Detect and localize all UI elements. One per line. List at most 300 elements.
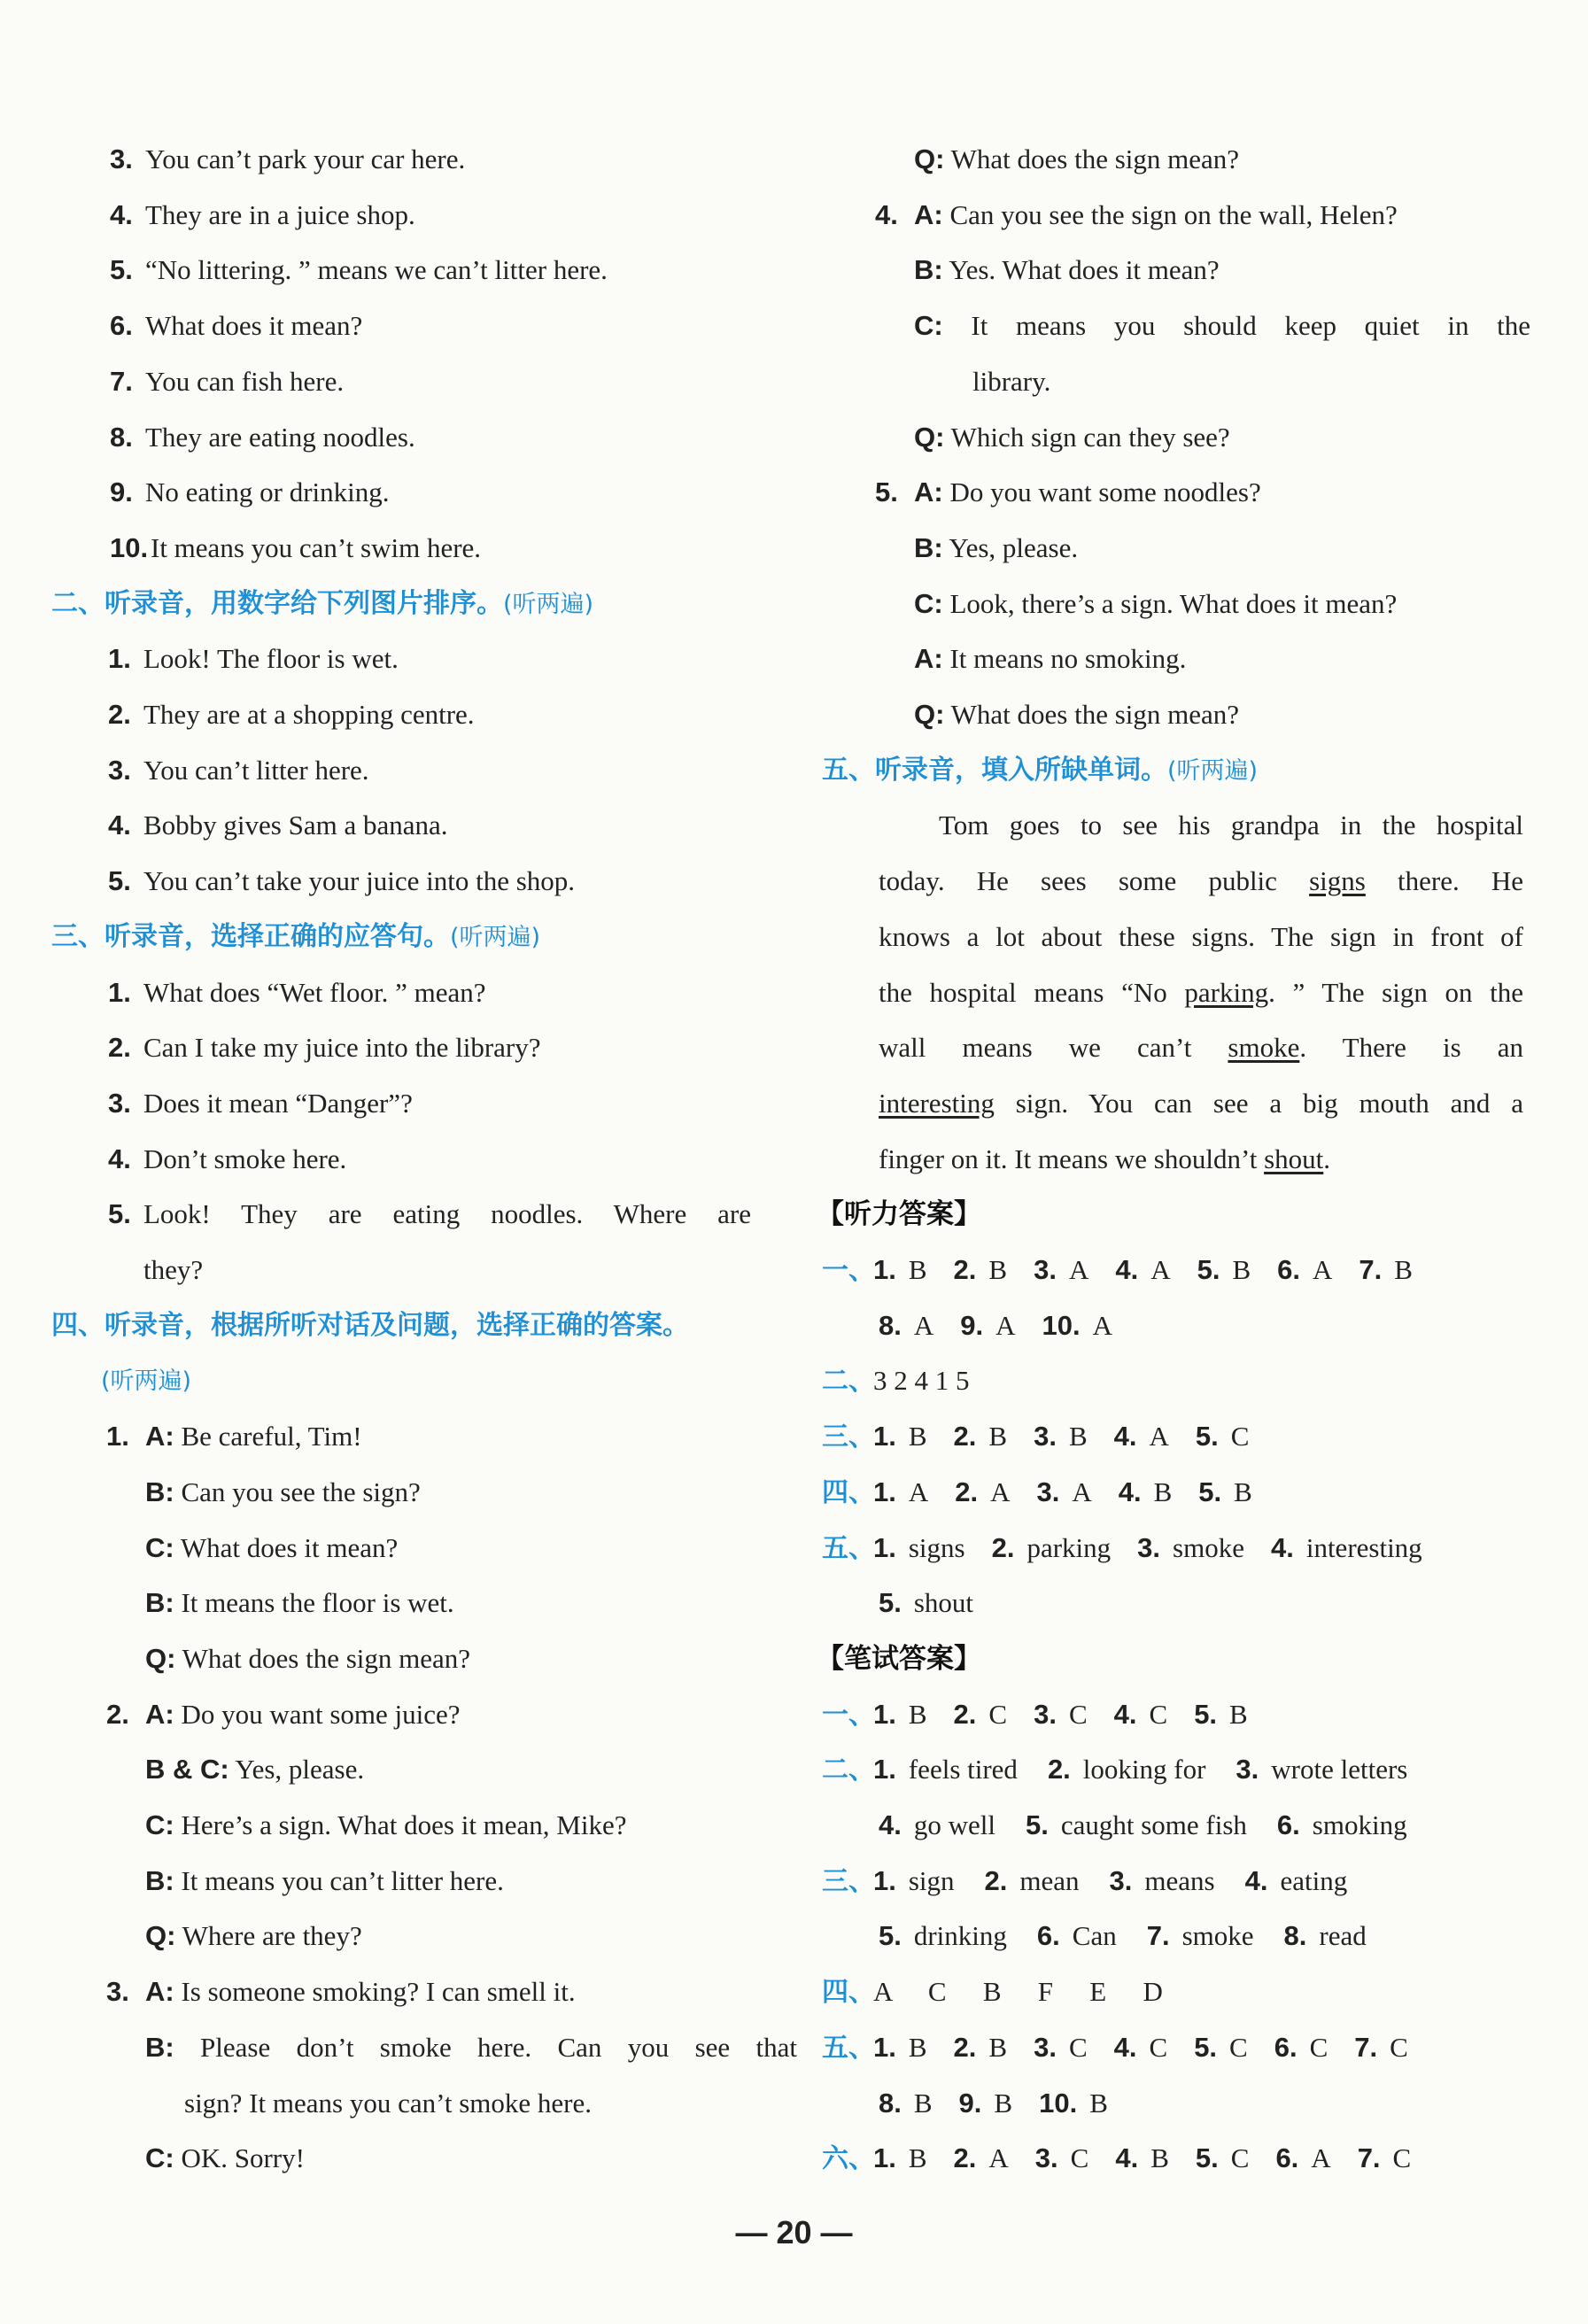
answer-value: B: [908, 1254, 927, 1285]
answer-section-label: 六、: [822, 2143, 875, 2175]
answer-number: 1.: [873, 1476, 896, 1507]
dialog-line: [145, 2030, 797, 2065]
speaker-label: B:: [145, 2031, 174, 2063]
answer-value: A: [990, 1476, 1011, 1507]
answer-row: [822, 1974, 1163, 2010]
answer-value: B: [1153, 1476, 1173, 1507]
answer-number: 2.: [955, 1476, 979, 1507]
answer-number: 1.: [873, 2142, 896, 2174]
speaker-label: A:: [145, 1421, 174, 1452]
dialog-number: 3.: [106, 1976, 129, 2008]
answer-value: C: [1070, 2142, 1089, 2174]
answer-number: 5.: [1025, 1809, 1049, 1840]
answer-row: [822, 1863, 1377, 1900]
numbered-line: [110, 142, 465, 177]
answer-value: C: [1229, 2031, 1248, 2063]
answer-row: [822, 1252, 1439, 1289]
numbered-line: [108, 1086, 413, 1121]
dialog-line: [145, 1808, 627, 1843]
section-title: 二、听录音，用数字给下列图片排序。: [51, 587, 503, 619]
answer-number: 7.: [1357, 2142, 1381, 2174]
answer-number: 3.: [1034, 1254, 1057, 1285]
passage-line: [879, 975, 1523, 1011]
item-text: They are eating noodles.: [145, 421, 415, 453]
answer-section-label: 五、: [822, 2032, 875, 2064]
dialog-line: [914, 252, 1220, 288]
item-text: Look! The floor is wet.: [143, 643, 399, 675]
filled-blank: smoke: [1228, 1032, 1300, 1064]
answer-row: [879, 1808, 1437, 1843]
item-text: “No littering. ” means we can’t litter here.: [145, 254, 608, 286]
section-note: (听两遍): [450, 923, 541, 951]
section-note: (听两遍): [503, 590, 594, 618]
answer-value: B: [1150, 2142, 1169, 2174]
answer-row: [822, 1419, 1275, 1455]
listening-answers-heading: 【听力答案】: [817, 1198, 981, 1231]
section-note: [101, 1363, 191, 1399]
answer-value: A C B F E D: [873, 1976, 1163, 2008]
speaker-label: Q:: [145, 1920, 176, 1952]
answer-number: 2.: [953, 2031, 977, 2063]
dialog-line: [106, 1419, 362, 1454]
dialog-line: [145, 1585, 454, 1621]
answer-number: 5.: [1194, 2031, 1218, 2063]
answer-value: B: [908, 2031, 927, 2063]
speaker-label: B:: [914, 531, 943, 563]
section-heading: [51, 586, 593, 623]
answer-number: 10.: [1042, 1309, 1081, 1341]
filled-blank: shout: [1264, 1143, 1324, 1174]
answer-number: 3.: [1236, 1754, 1259, 1786]
item-text: Don’t smoke here.: [143, 1143, 347, 1174]
answer-value: A: [908, 1476, 929, 1507]
dialog-line: [145, 1752, 364, 1787]
numbered-line: [108, 641, 399, 677]
item-number: 3.: [108, 1087, 131, 1119]
answer-value: B: [1394, 1254, 1413, 1285]
answer-value: A: [988, 2142, 1009, 2174]
speaker-label: A:: [914, 198, 943, 230]
speaker-label: B:: [145, 1587, 174, 1619]
item-number: 3.: [110, 143, 133, 174]
dialog-text: Yes, please.: [229, 1754, 365, 1786]
item-text: You can fish here.: [145, 365, 345, 397]
section-note: (听两遍): [1167, 756, 1259, 785]
speaker-label: Q:: [145, 1642, 176, 1674]
filled-blank: signs: [1309, 865, 1366, 897]
answer-value: C: [1230, 1421, 1250, 1452]
item-number: 4.: [108, 810, 131, 841]
dialog-text: Here’s a sign. What does it mean, Mike?: [174, 1809, 627, 1840]
numbered-line: [108, 697, 475, 732]
section-heading: [51, 1308, 689, 1344]
answer-number: 4.: [1113, 1421, 1137, 1452]
dialog-line: [914, 697, 1239, 732]
answer-value: A: [1072, 1476, 1092, 1507]
answer-value: A: [1313, 1254, 1333, 1285]
answer-row: [822, 2030, 1435, 2066]
item-text: It means you can’t swim here.: [151, 531, 482, 563]
numbered-line: [108, 808, 448, 843]
item-number: 3.: [108, 754, 131, 786]
answer-row: [822, 1475, 1279, 1511]
answer-number: 1.: [873, 1864, 896, 1896]
dialog-line: [875, 475, 1261, 510]
section-title: 四、听录音，根据所听对话及问题，选择正确的答案。: [51, 1309, 689, 1341]
answer-section-label: 三、: [822, 1865, 875, 1897]
answer-value: B: [988, 1421, 1008, 1452]
dialog-text: Be careful, Tim!: [174, 1421, 362, 1452]
answer-value: C: [988, 1698, 1008, 1730]
answer-value: smoke: [1181, 1920, 1254, 1952]
item-number: 9.: [110, 476, 133, 508]
item-text: Look! They are eating noodles. Where are: [143, 1198, 751, 1230]
item-number: 5.: [110, 254, 133, 286]
item-number: 5.: [108, 865, 131, 897]
answer-value: caught some fish: [1060, 1809, 1247, 1840]
answer-value: B: [1232, 1254, 1251, 1285]
dialog-text: Do you want some noodles?: [942, 476, 1261, 508]
item-number: 7.: [110, 365, 133, 397]
answer-number: 6.: [1276, 1809, 1300, 1840]
dialog-text: Can you see the sign on the wall, Helen?: [942, 198, 1398, 230]
answer-value: interesting: [1305, 1531, 1422, 1563]
answer-value: sign: [908, 1864, 955, 1896]
answer-value: B: [1229, 1698, 1248, 1730]
numbered-line: [110, 531, 481, 566]
answer-value: B: [994, 2087, 1013, 2119]
speaker-label: B:: [914, 254, 943, 286]
answer-number: 3.: [1034, 1698, 1057, 1730]
section-heading: [822, 753, 1258, 789]
speaker-label: C:: [145, 1809, 174, 1840]
passage-line: [879, 919, 1523, 955]
answer-number: 5.: [879, 1920, 902, 1952]
answer-value: C: [1068, 1698, 1088, 1730]
answer-number: 1.: [873, 2031, 896, 2063]
answer-number: 6.: [1036, 1920, 1060, 1952]
answer-number: 5.: [1197, 1254, 1220, 1285]
answer-number: 1.: [873, 1254, 896, 1285]
answer-row: [879, 1308, 1139, 1344]
answer-section-label: 五、: [822, 1532, 875, 1564]
dialog-text: Is someone smoking? I can smell it.: [174, 1976, 576, 2008]
item-text-continued: they?: [143, 1254, 204, 1285]
answer-row: [822, 1697, 1274, 1733]
item-number: 4.: [110, 198, 133, 230]
passage-text: today. He sees some public: [879, 865, 1310, 897]
speaker-label: A:: [914, 643, 943, 675]
item-number: 5.: [108, 1198, 131, 1230]
numbered-line: [108, 975, 486, 1011]
answer-value: A: [1092, 1309, 1112, 1341]
answer-number: 6.: [1274, 2031, 1298, 2063]
dialog-line: [145, 1530, 398, 1566]
speaker-label: Q:: [914, 421, 945, 453]
answer-number: 3.: [1034, 2031, 1057, 2063]
answer-value: parking: [1026, 1531, 1112, 1563]
answer-value: C: [1392, 2142, 1412, 2174]
answer-value: A: [913, 1309, 934, 1341]
answer-number: 3.: [1036, 1476, 1060, 1507]
dialog-text: It means no smoking.: [942, 643, 1187, 675]
answer-value: mean: [1019, 1864, 1080, 1896]
answer-section-label: 二、: [822, 1755, 875, 1786]
answer-value: 3 2 4 1 5: [873, 1365, 970, 1397]
answer-number: 4.: [1113, 2031, 1137, 2063]
item-number: 4.: [108, 1143, 131, 1174]
answer-number: 4.: [1115, 2142, 1139, 2174]
answer-number: 2.: [984, 1864, 1008, 1896]
dialog-number: 2.: [106, 1698, 129, 1730]
answer-number: 2.: [953, 2142, 977, 2174]
passage-text: finger on it. It means we shouldn’t: [879, 1143, 1265, 1174]
passage-line: [879, 1030, 1523, 1065]
dialog-line: [914, 308, 1530, 344]
item-text: You can’t litter here.: [143, 754, 369, 786]
passage-text: knows a lot about these signs. The sign in front of: [879, 920, 1523, 952]
answer-number: 1.: [873, 1531, 896, 1563]
dialog-text: Please don’t smoke here. Can you see that: [174, 2031, 797, 2063]
answer-value: B: [988, 1254, 1008, 1285]
answer-value: means: [1144, 1864, 1215, 1896]
dialog-number: 1.: [106, 1421, 129, 1452]
answer-number: 4.: [1113, 1698, 1137, 1730]
dialog-text: OK. Sorry!: [174, 2142, 305, 2174]
dialog-text: Yes. What does it mean?: [942, 254, 1220, 286]
answer-row: [822, 1530, 1449, 1567]
answer-number: 5.: [1195, 2142, 1219, 2174]
answer-value: Can: [1072, 1920, 1117, 1952]
dialog-line: [106, 1697, 461, 1732]
passage-text: Tom goes to see his grandpa in the hospital: [939, 810, 1523, 841]
passage-text: there. He: [1365, 865, 1523, 897]
answer-number: 7.: [1359, 1254, 1383, 1285]
speaker-label: Q:: [914, 143, 945, 174]
item-number: 2.: [108, 1032, 131, 1064]
numbered-line: [108, 1197, 751, 1232]
answer-value: A: [1311, 2142, 1331, 2174]
answer-value: C: [1390, 2031, 1408, 2063]
dialog-line: [145, 1918, 362, 1954]
dialog-line: [145, 2141, 305, 2176]
answer-value: A: [1149, 1421, 1169, 1452]
item-number: 6.: [110, 310, 133, 342]
answer-number: 6.: [1277, 1254, 1300, 1285]
dialog-text: What does it mean?: [174, 1531, 399, 1563]
item-number: 8.: [110, 421, 133, 453]
answer-number: 2.: [953, 1254, 977, 1285]
dialog-number: 5.: [875, 476, 898, 508]
answer-number: 2.: [953, 1698, 977, 1730]
item-text: Can I take my juice into the library?: [143, 1032, 541, 1064]
answer-value: B: [913, 2087, 933, 2119]
answer-value: B: [908, 1421, 927, 1452]
answer-section-label: 四、: [822, 1476, 875, 1508]
answer-value: signs: [908, 1531, 965, 1563]
section-title: 五、听录音，填入所缺单词。: [822, 754, 1167, 786]
passage-text: the hospital means “No: [879, 976, 1185, 1008]
answer-value: feels tired: [908, 1754, 1018, 1786]
speaker-label: B:: [145, 1864, 174, 1896]
speaker-label: Q:: [914, 699, 945, 730]
item-text: Does it mean “Danger”?: [143, 1087, 413, 1119]
dialog-line: [914, 420, 1230, 455]
numbered-line: [108, 1142, 346, 1177]
dialog-line: [145, 1641, 470, 1677]
passage-text: sign. You can see a big mouth and a: [994, 1087, 1523, 1119]
numbered-line: [110, 364, 344, 399]
answer-number: 4.: [879, 1809, 902, 1840]
answer-number: 2.: [1047, 1754, 1071, 1786]
numbered-line: [108, 753, 369, 788]
dialog-text-continued: sign? It means you can’t smoke here.: [184, 2087, 592, 2119]
speaker-label: A:: [914, 476, 943, 508]
answer-number: 1.: [873, 1754, 896, 1786]
item-text: You can’t park your car here.: [145, 143, 466, 174]
answer-row: [879, 1918, 1397, 1954]
speaker-label: B & C:: [145, 1754, 229, 1786]
item-text: No eating or drinking.: [145, 476, 390, 508]
answer-row: [822, 2141, 1437, 2177]
item-text: You can’t take your juice into the shop.: [143, 865, 576, 897]
answer-number: 9.: [960, 1309, 984, 1341]
answer-value: looking for: [1082, 1754, 1206, 1786]
answer-number: 5.: [1194, 1698, 1218, 1730]
answer-number: 4.: [1270, 1531, 1294, 1563]
answer-value: eating: [1280, 1864, 1348, 1896]
answer-section-label: 二、: [822, 1366, 875, 1398]
numbered-line: [110, 420, 415, 455]
speaker-label: C:: [145, 1531, 174, 1563]
answer-value: B: [988, 2031, 1008, 2063]
passage-line: [879, 1142, 1330, 1177]
answer-number: 5.: [1195, 1421, 1219, 1452]
item-number: 2.: [108, 699, 131, 730]
answer-number: 4.: [1244, 1864, 1268, 1896]
dialog-text: It means you can’t litter here.: [174, 1864, 504, 1896]
item-number: 10.: [110, 531, 149, 563]
answer-number: 5.: [1198, 1476, 1222, 1507]
answer-value: B: [1068, 1421, 1088, 1452]
dialog-line: [914, 641, 1186, 677]
answer-row: [879, 1585, 1000, 1621]
dialog-text: Which sign can they see?: [944, 421, 1230, 453]
item-text: They are in a juice shop.: [145, 198, 415, 230]
answer-value: B: [1234, 1476, 1252, 1507]
answer-section-label: 三、: [822, 1422, 875, 1453]
filled-blank: parking: [1184, 976, 1269, 1008]
answer-value: C: [1068, 2031, 1088, 2063]
answer-value: read: [1319, 1920, 1367, 1952]
answer-value: A: [995, 1309, 1016, 1341]
answer-value: B: [908, 2142, 927, 2174]
section-heading: [51, 919, 540, 956]
speaker-label: A:: [145, 1698, 174, 1730]
passage-line: [879, 1086, 1523, 1121]
item-text: They are at a shopping centre.: [143, 699, 475, 730]
answer-number: 3.: [1137, 1531, 1161, 1563]
speaker-label: A:: [145, 1976, 174, 2008]
dialog-text: What does the sign mean?: [944, 699, 1240, 730]
numbered-line: [110, 475, 390, 510]
dialog-text: Where are they?: [175, 1920, 362, 1952]
dialog-line: [106, 1974, 576, 2010]
written-answers-heading: 【笔试答案】: [817, 1642, 981, 1675]
item-text: What does it mean?: [145, 310, 363, 342]
dialog-text: It means you should keep quiet in the: [942, 310, 1530, 342]
answer-number: 2.: [953, 1421, 977, 1452]
answer-number: 1.: [873, 1421, 896, 1452]
filled-blank: interesting: [879, 1087, 995, 1119]
passage-text: .: [1323, 1143, 1331, 1174]
answer-value: drinking: [913, 1920, 1007, 1952]
answer-value: C: [1230, 2142, 1250, 2174]
dialog-line: [914, 586, 1397, 622]
answer-number: 8.: [1283, 1920, 1307, 1952]
passage-text: . ” The sign on the: [1268, 976, 1523, 1008]
answer-number: 4.: [1118, 1476, 1142, 1507]
numbered-line: [110, 252, 608, 288]
numbered-line: [108, 864, 575, 899]
answer-number: 10.: [1039, 2087, 1078, 2119]
answer-section-label: 一、: [822, 1255, 875, 1286]
answer-number: 8.: [879, 2087, 902, 2119]
passage-line: [879, 864, 1523, 899]
numbered-line: [110, 308, 362, 344]
answer-section-label: 四、: [822, 1977, 875, 2009]
dialog-text: It means the floor is wet.: [174, 1587, 454, 1619]
dialog-text-continued: library.: [972, 365, 1051, 397]
dialog-text: What does the sign mean?: [175, 1642, 471, 1674]
speaker-label: B:: [145, 1476, 174, 1507]
answer-number: 3.: [1109, 1864, 1133, 1896]
speaker-label: C:: [914, 587, 943, 619]
answer-value: A: [1068, 1254, 1089, 1285]
dialog-text: Can you see the sign?: [174, 1476, 421, 1507]
passage-line: [939, 808, 1523, 843]
answer-value: go well: [913, 1809, 995, 1840]
answer-value: A: [1150, 1254, 1171, 1285]
answer-number: 2.: [991, 1531, 1015, 1563]
answer-number: 7.: [1146, 1920, 1170, 1952]
answer-number: 3.: [1034, 1421, 1057, 1452]
dialog-text: Look, there’s a sign. What does it mean?: [942, 587, 1398, 619]
dialog-line: [145, 1863, 504, 1899]
answer-value: wrote letters: [1271, 1754, 1408, 1786]
numbered-line: [110, 198, 415, 233]
item-number: 1.: [108, 643, 131, 675]
answer-value: B: [1089, 2087, 1108, 2119]
answer-row: [822, 1752, 1437, 1788]
page-number: — 20 —: [735, 2214, 853, 2250]
answer-number: 7.: [1354, 2031, 1378, 2063]
answer-number: 3.: [1034, 2142, 1058, 2174]
dialog-number: 4.: [875, 198, 898, 230]
dialog-text: Do you want some juice?: [174, 1698, 461, 1730]
section-title: 三、听录音，选择正确的应答句。: [51, 920, 450, 952]
answer-row: [822, 1363, 970, 1399]
answer-number: 8.: [879, 1309, 902, 1341]
section-note-text: (听两遍): [101, 1367, 192, 1396]
answer-value: C: [1309, 2031, 1328, 2063]
answer-number: 9.: [958, 2087, 982, 2119]
answer-value: B: [908, 1698, 927, 1730]
item-text: Bobby gives Sam a banana.: [143, 810, 448, 841]
item-text: What does “Wet floor. ” mean?: [143, 976, 486, 1008]
item-number: 1.: [108, 976, 131, 1008]
answer-value: C: [1149, 2031, 1168, 2063]
